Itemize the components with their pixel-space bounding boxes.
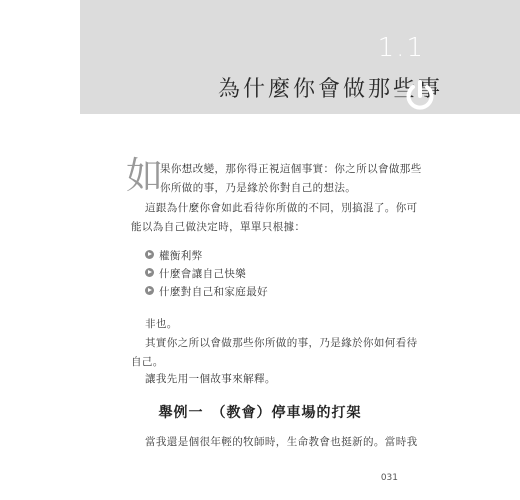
play-circle-icon — [145, 268, 154, 277]
play-circle-icon — [145, 286, 154, 295]
section-title: 為什麼你會做那些事 — [218, 77, 444, 102]
paragraph-2-line-2: 能以為自己做決定時，單單只根據： — [131, 221, 306, 233]
paragraph-1-line-2: 你所做的事，乃是緣於你對自己的想法。 — [160, 182, 357, 194]
paragraph-6: 當我還是個很年輕的牧師時，生命教會也挺新的。當時我 — [145, 436, 418, 448]
play-circle-icon — [145, 250, 154, 259]
page-number: 031 — [380, 473, 398, 483]
bullet-item-1: 權衡利弊 — [159, 250, 203, 262]
section-number: 1.1 — [377, 33, 425, 63]
bullet-item-3: 什麼對自己和家庭最好 — [159, 286, 268, 298]
example-subheading: 舉例一 （教會）停車場的打架 — [158, 405, 362, 421]
paragraph-4-line-2: 自己。 — [131, 356, 164, 368]
paragraph-5: 讓我先用一個故事來解釋。 — [145, 373, 276, 385]
paragraph-1-line-1: 果你想改變，那你得正視這個事實：你之所以會做那些 — [160, 163, 422, 175]
bullet-item-2: 什麼會讓自己快樂 — [159, 268, 247, 280]
paragraph-4-line-1: 其實你之所以會做那些你所做的事，乃是緣於你如何看待 — [145, 337, 418, 349]
drop-cap: 如 — [126, 154, 163, 197]
paragraph-2-line-1: 這跟為什麼你會如此看待你所做的不同，別搞混了。你可 — [145, 202, 418, 214]
paragraph-3: 非也。 — [145, 318, 178, 330]
